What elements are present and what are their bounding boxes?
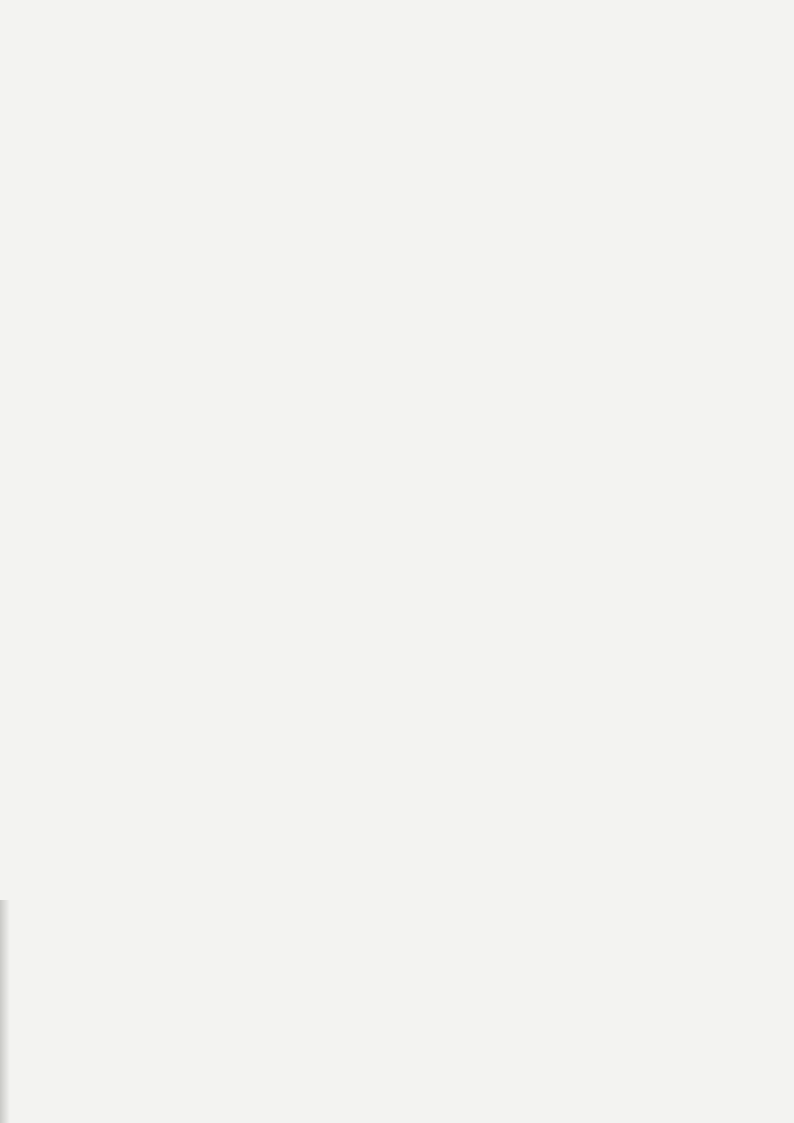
scan-shadow xyxy=(0,900,10,1123)
